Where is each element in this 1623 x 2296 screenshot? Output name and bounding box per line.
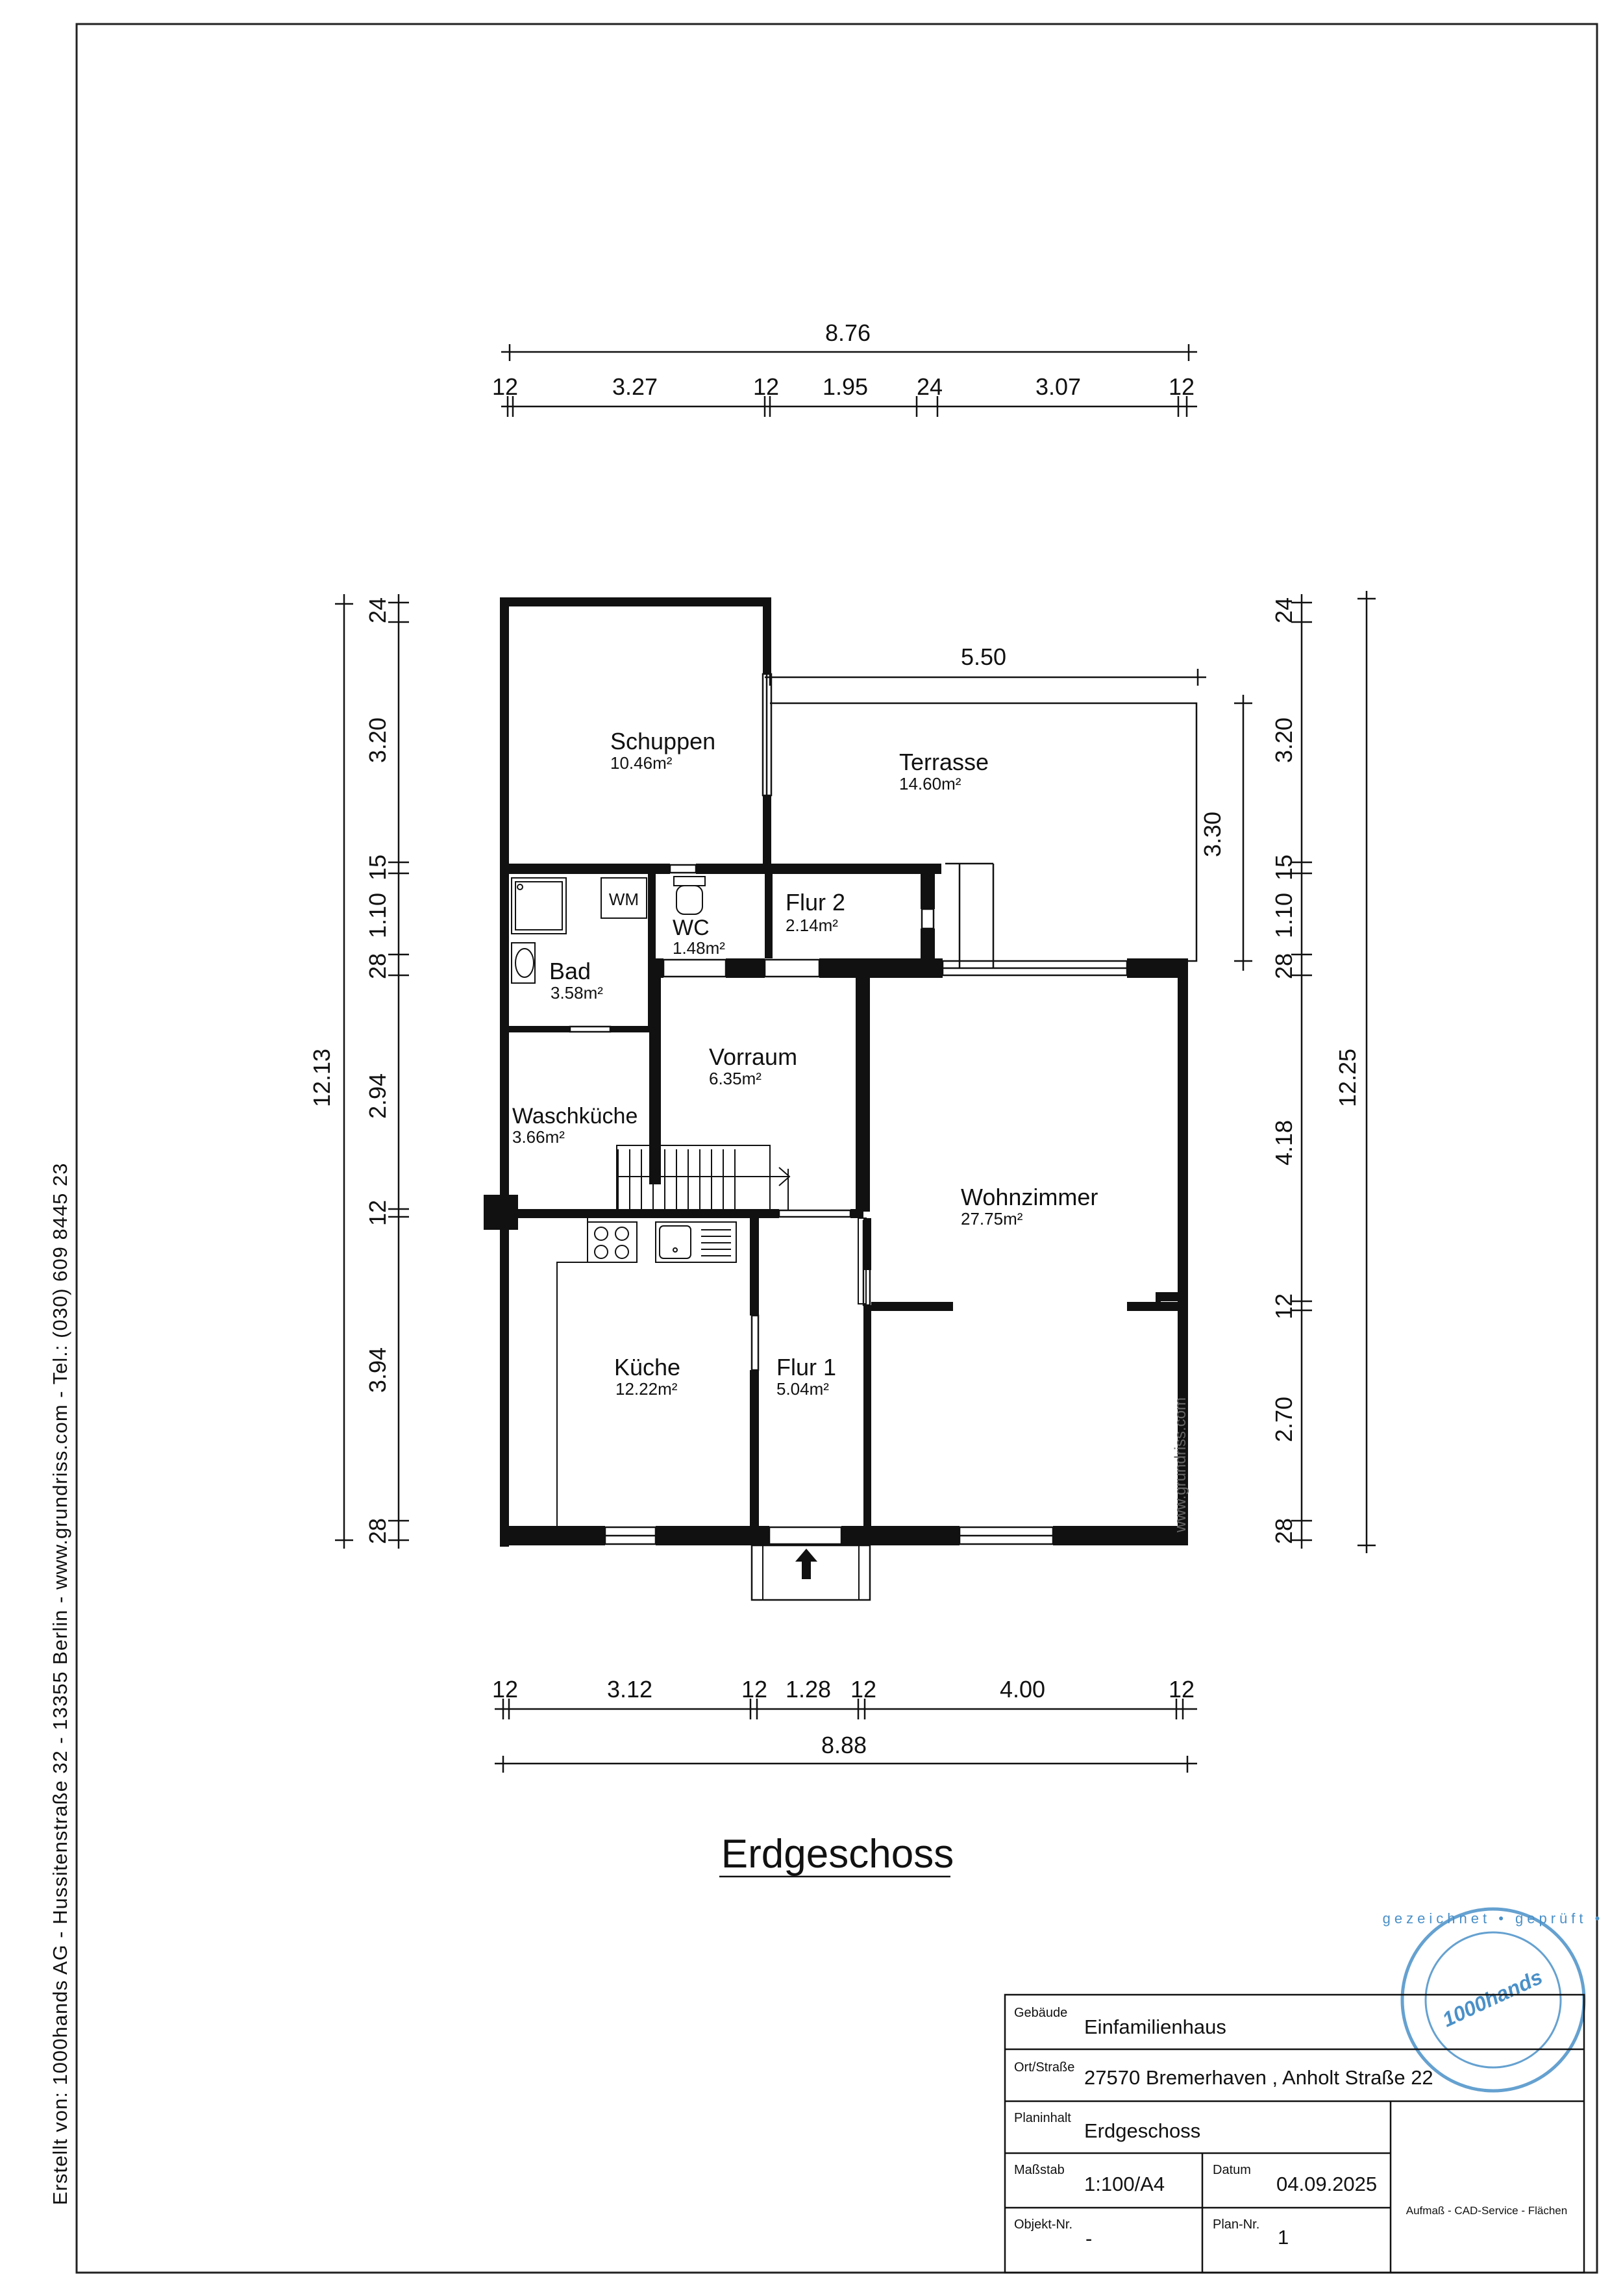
dim-left-seg-5: 28 <box>364 953 391 980</box>
dim-right-seg-9: 28 <box>1270 1517 1297 1545</box>
room-bad-area: 3.58m² <box>551 983 603 1003</box>
dim-right-seg-1: 24 <box>1270 597 1297 624</box>
tb-plan-nr-label: Plan-Nr. <box>1213 2217 1260 2232</box>
dim-left-seg-6: 2.94 <box>364 1073 391 1119</box>
room-labels <box>512 728 1098 1399</box>
walls <box>484 597 1188 1547</box>
stamp-ring-text: gezeichnet • geprüft • <box>1382 1910 1604 1927</box>
watermark-text: www.grundriss.com <box>1172 1397 1189 1532</box>
dim-top-seg-1: 12 <box>491 373 519 400</box>
room-flur1-area: 5.04m² <box>776 1379 829 1399</box>
tb-massstab-value: 1:100/A4 <box>1084 2173 1165 2195</box>
room-kueche-area: 12.22m² <box>615 1379 678 1399</box>
dim-top-seg-2: 3.27 <box>612 373 658 400</box>
top-dimension-labels <box>492 319 1195 400</box>
dim-bottom-seg-4: 1.28 <box>785 1676 832 1703</box>
dim-left-seg-8: 3.94 <box>364 1347 391 1393</box>
tb-gebaeude-value: Einfamilienhaus <box>1084 2015 1226 2038</box>
page-border <box>77 24 1597 2273</box>
title-block-text <box>1014 2006 1567 2250</box>
dim-top-seg-3: 12 <box>752 373 780 400</box>
tb-datum-label: Datum <box>1213 2163 1251 2177</box>
dim-right-seg-8: 2.70 <box>1270 1396 1297 1443</box>
washing-machine-label: WM <box>608 890 639 909</box>
left-dimension-labels <box>308 597 391 1544</box>
dim-right-overall: 12.25 <box>1334 1048 1361 1108</box>
room-terrasse-name: Terrasse <box>899 749 989 775</box>
room-flur2-name: Flur 2 <box>786 889 846 916</box>
dim-right-seg-5: 28 <box>1270 953 1297 980</box>
creator-contact-text: Erstellt von: 1000hands AG - Hussitenstraße 32 - 13355 Berlin - www.grundriss.com - Tel.: (030) 609 8445 23 <box>49 1162 71 2205</box>
tb-datum-value: 04.09.2025 <box>1276 2173 1378 2195</box>
right-dimension-labels <box>961 597 1361 1544</box>
dim-left-seg-3: 15 <box>364 854 391 881</box>
dim-top-seg-6: 3.07 <box>1035 373 1082 400</box>
room-wohnzimmer-area: 27.75m² <box>961 1209 1023 1229</box>
tb-plan-nr-value: 1 <box>1278 2226 1289 2249</box>
dim-left-seg-9: 28 <box>364 1517 391 1545</box>
tb-ort-value: 27570 Bremerhaven , Anholt Straße 22 <box>1084 2066 1433 2089</box>
room-schuppen-name: Schuppen <box>610 728 716 755</box>
entrance <box>752 1545 870 1600</box>
dim-top-overall: 8.76 <box>824 319 871 346</box>
dim-top-seg-4: 1.95 <box>822 373 869 400</box>
dim-left-seg-2: 3.20 <box>364 717 391 764</box>
dim-right-seg-3: 15 <box>1270 854 1297 881</box>
kitchen-counter <box>557 1218 588 1526</box>
stamp-center-text: 1000hands <box>1439 1965 1546 2032</box>
dim-bottom-seg-6: 4.00 <box>999 1676 1046 1703</box>
dim-left-overall: 12.13 <box>308 1048 335 1108</box>
room-wohnzimmer-name: Wohnzimmer <box>961 1184 1098 1210</box>
dim-terrace-depth: 3.30 <box>1199 811 1226 858</box>
dim-bottom-overall: 8.88 <box>821 1732 867 1758</box>
room-kueche-name: Küche <box>614 1354 681 1380</box>
dim-right-seg-6: 4.18 <box>1270 1119 1297 1166</box>
toilet-tank <box>674 877 705 886</box>
toilet-bowl <box>676 886 702 914</box>
room-wc-area: 1.48m² <box>673 938 725 958</box>
dim-right-seg-7: 12 <box>1270 1293 1297 1320</box>
room-flur1-name: Flur 1 <box>776 1354 837 1380</box>
stamp-seal <box>1383 1909 1604 2091</box>
dim-bottom-seg-2: 3.12 <box>606 1676 653 1703</box>
dim-bottom-seg-7: 12 <box>1168 1676 1195 1703</box>
dim-right-seg-4: 1.10 <box>1270 892 1297 939</box>
dim-terrace-width: 5.50 <box>960 643 1007 670</box>
bottom-dimension-labels <box>492 1676 1195 1758</box>
room-schuppen-area: 10.46m² <box>610 753 673 773</box>
tb-ort-label: Ort/Straße <box>1014 2060 1075 2075</box>
shower-tray <box>512 878 566 934</box>
dim-right-seg-2: 3.20 <box>1270 717 1297 764</box>
dim-bottom-seg-1: 12 <box>491 1676 519 1703</box>
room-bad-name: Bad <box>549 958 591 984</box>
room-vorraum-area: 6.35m² <box>709 1069 762 1088</box>
room-waschkueche-name: Waschküche <box>512 1104 638 1129</box>
staircase <box>617 1145 789 1213</box>
room-vorraum-name: Vorraum <box>709 1043 798 1070</box>
tb-gebaeude-label: Gebäude <box>1014 2006 1068 2020</box>
tb-objekt-label: Objekt-Nr. <box>1014 2217 1073 2232</box>
dim-left-seg-1: 24 <box>364 597 391 624</box>
tb-planinhalt-label: Planinhalt <box>1014 2111 1071 2125</box>
room-terrasse-area: 14.60m² <box>899 774 961 793</box>
dim-bottom-seg-5: 12 <box>850 1676 877 1703</box>
dim-top-seg-5: 24 <box>916 373 943 400</box>
dim-left-seg-4: 1.10 <box>364 892 391 939</box>
room-wc-name: WC <box>673 916 710 940</box>
dim-top-seg-7: 12 <box>1168 373 1195 400</box>
dim-bottom-seg-3: 12 <box>741 1676 768 1703</box>
entrance-arrow-icon <box>795 1549 817 1579</box>
room-flur2-area: 2.14m² <box>786 916 838 935</box>
tb-objekt-value: - <box>1085 2227 1093 2250</box>
tb-massstab-label: Maßstab <box>1014 2163 1065 2177</box>
cooktop <box>588 1222 637 1262</box>
tb-planinhalt-value: Erdgeschoss <box>1084 2119 1201 2142</box>
dim-left-seg-7: 12 <box>364 1199 391 1227</box>
plan-title: Erdgeschoss <box>721 1832 954 1877</box>
room-waschkueche-area: 3.66m² <box>512 1127 565 1147</box>
tb-footer: Aufmaß - CAD-Service - Flächen <box>1406 2204 1568 2217</box>
